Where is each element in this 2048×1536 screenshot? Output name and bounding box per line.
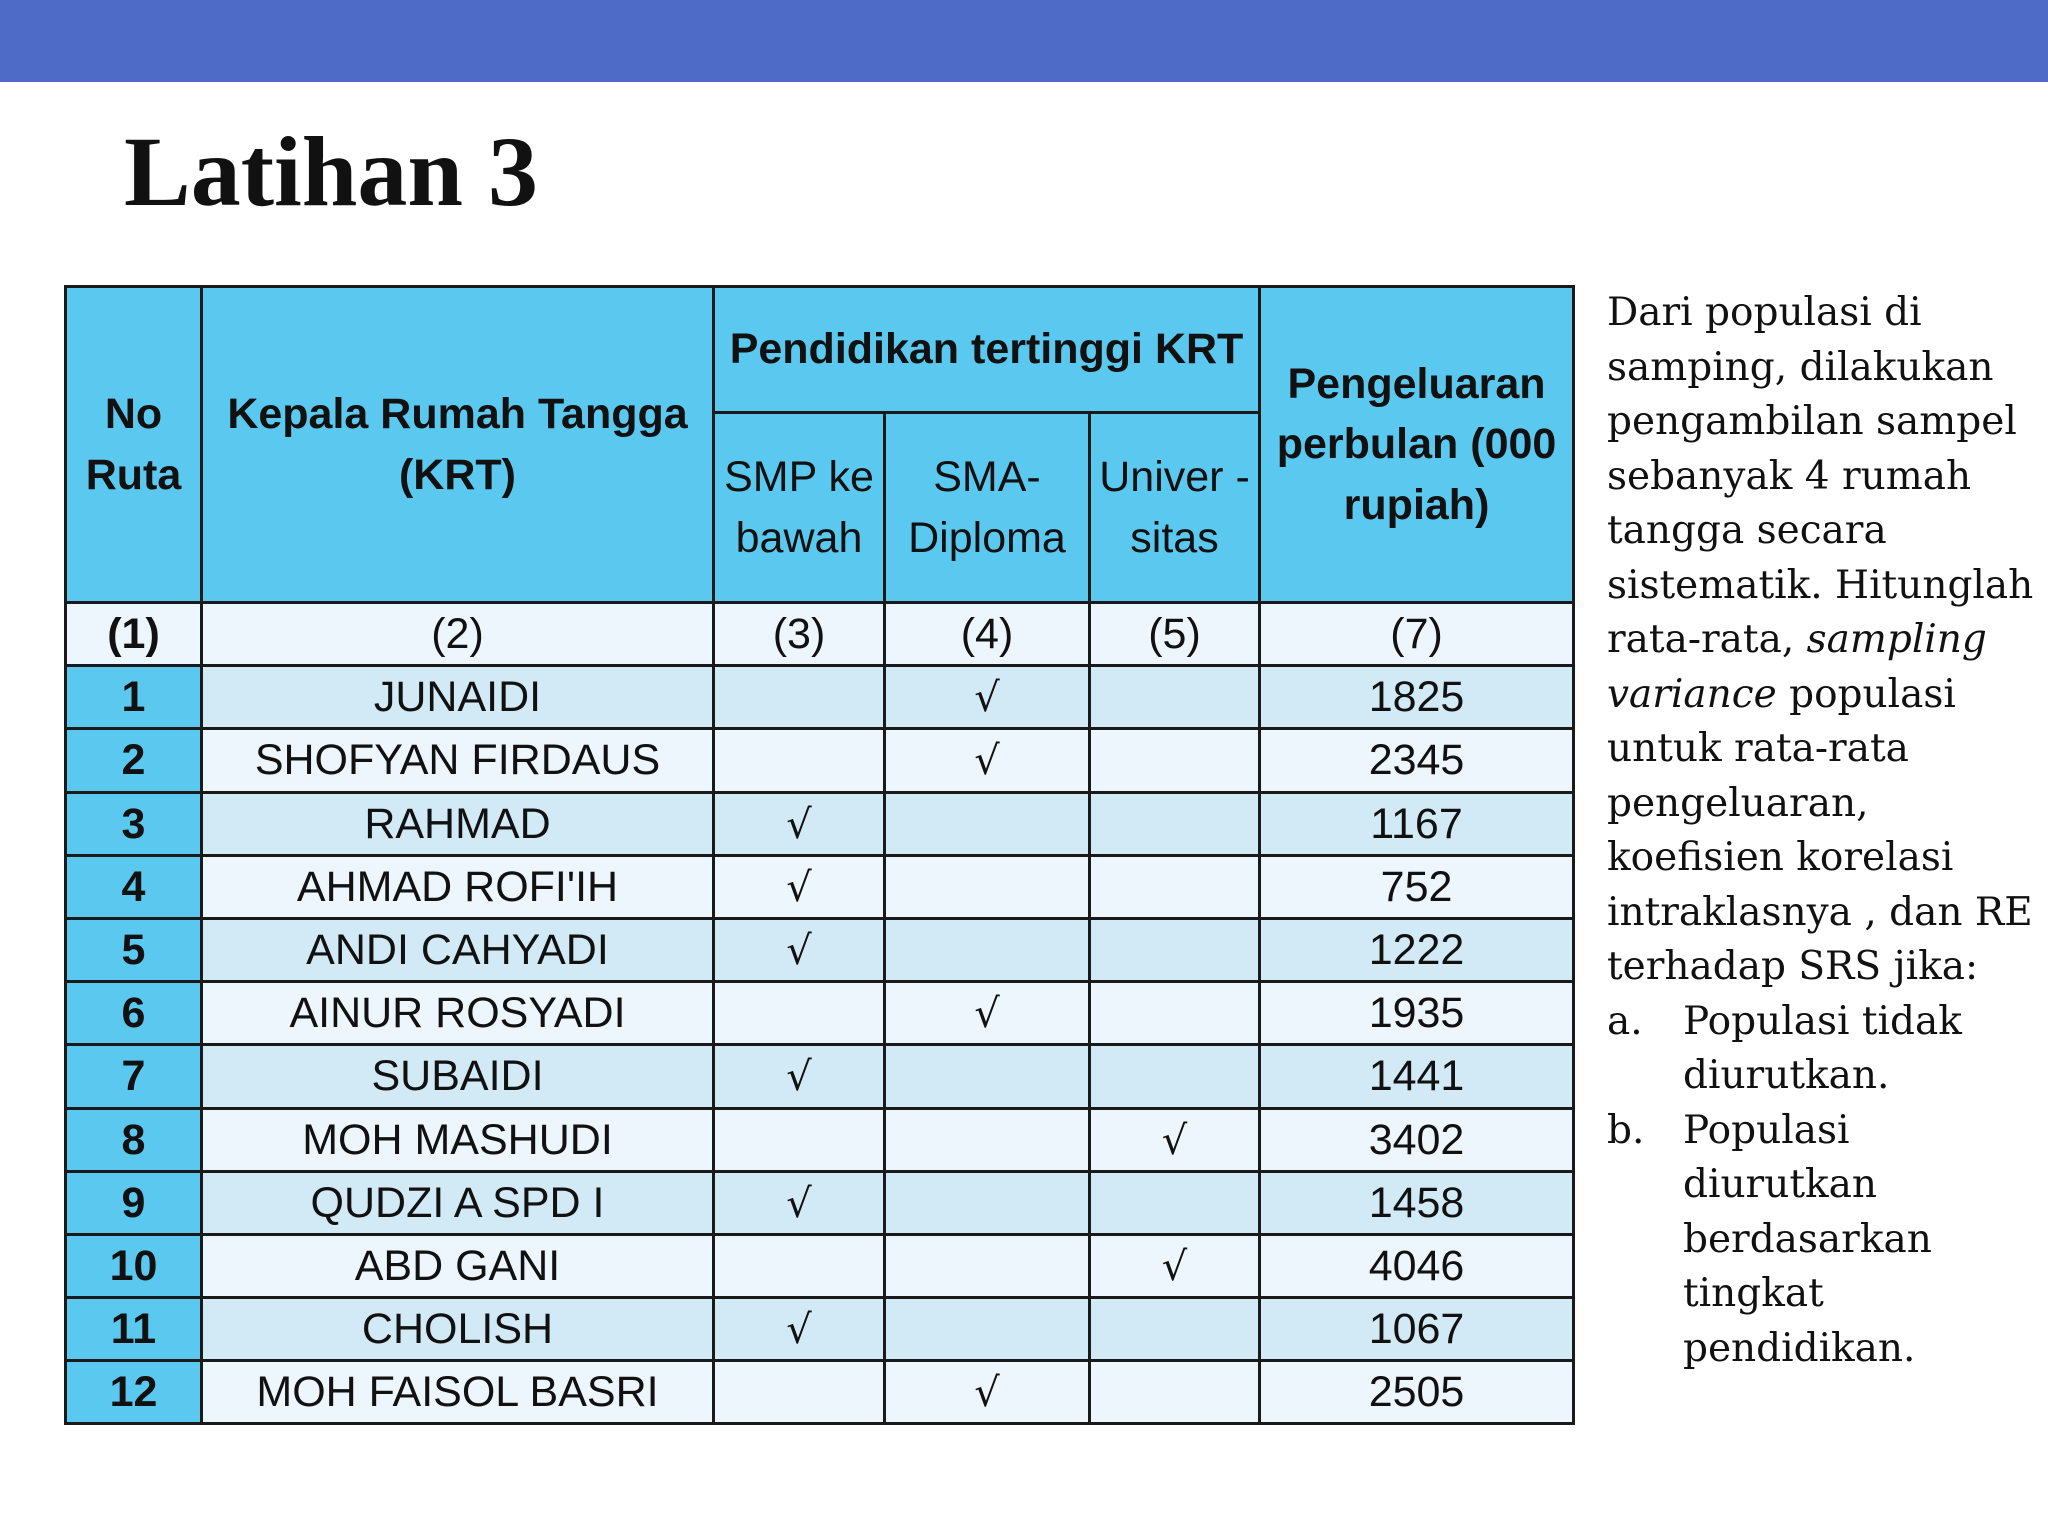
univ-cell — [1090, 1045, 1260, 1108]
check-mark: √ — [974, 1370, 1000, 1417]
krt-name: QUDZI A SPD I — [202, 1171, 714, 1234]
check-mark: √ — [786, 801, 812, 848]
expenditure: 1935 — [1260, 982, 1574, 1045]
expenditure: 752 — [1260, 855, 1574, 918]
table-row — [66, 855, 1574, 918]
krt-name: JUNAIDI — [202, 666, 714, 729]
expenditure: 1441 — [1260, 1045, 1574, 1108]
krt-name: MOH MASHUDI — [202, 1108, 714, 1171]
expenditure: 2505 — [1260, 1361, 1574, 1424]
sma-cell — [885, 1361, 1090, 1424]
smp-cell — [714, 1298, 885, 1361]
list-item — [1607, 1104, 2037, 1377]
krt-name: CHOLISH — [202, 1298, 714, 1361]
table-row — [66, 729, 1574, 792]
list-marker: b. — [1607, 1107, 1645, 1153]
header-no-ruta: No Ruta — [66, 287, 202, 603]
krt-name: AINUR ROSYADI — [202, 982, 714, 1045]
sma-cell — [885, 982, 1090, 1045]
expenditure: 1067 — [1260, 1298, 1574, 1361]
table-row — [66, 666, 1574, 729]
table-row — [66, 1171, 1574, 1234]
header-bar — [0, 0, 2048, 82]
expenditure: 4046 — [1260, 1234, 1574, 1297]
column-number: (1) — [66, 603, 202, 666]
row-number: 2 — [66, 729, 202, 792]
krt-name: ABD GANI — [202, 1234, 714, 1297]
row-number: 4 — [66, 855, 202, 918]
krt-name: AHMAD ROFI'IH — [202, 855, 714, 918]
sma-cell — [885, 855, 1090, 918]
list-text: Populasi tidak diurutkan. — [1683, 998, 1962, 1098]
sma-cell — [885, 666, 1090, 729]
list-text: Populasi diurutkan berdasarkan tingkat pendidikan. — [1683, 1107, 1932, 1371]
header-sma: SMA-Diploma — [885, 413, 1090, 603]
row-number: 8 — [66, 1108, 202, 1171]
krt-name: ANDI CAHYADI — [202, 918, 714, 981]
smp-cell — [714, 792, 885, 855]
sma-cell — [885, 1298, 1090, 1361]
expenditure: 3402 — [1260, 1108, 1574, 1171]
check-mark: √ — [786, 927, 812, 974]
univ-cell — [1090, 1171, 1260, 1234]
sma-cell — [885, 1171, 1090, 1234]
row-number: 12 — [66, 1361, 202, 1424]
row-number: 1 — [66, 666, 202, 729]
krt-name: RAHMAD — [202, 792, 714, 855]
smp-cell — [714, 1045, 885, 1108]
row-number: 10 — [66, 1234, 202, 1297]
row-number: 5 — [66, 918, 202, 981]
list-item — [1607, 995, 2037, 1104]
expenditure: 2345 — [1260, 729, 1574, 792]
sma-cell — [885, 729, 1090, 792]
instructions — [1607, 286, 2037, 1376]
header-pengeluaran: Pengeluaran perbulan (000 rupiah) — [1260, 287, 1574, 603]
check-mark: √ — [786, 1180, 812, 1227]
table-row — [66, 1234, 1574, 1297]
univ-cell — [1090, 855, 1260, 918]
table-row — [66, 1108, 1574, 1171]
expenditure: 1825 — [1260, 666, 1574, 729]
table-row — [66, 918, 1574, 981]
column-number: (2) — [202, 603, 714, 666]
check-mark: √ — [1161, 1117, 1188, 1164]
univ-cell — [1090, 729, 1260, 792]
check-mark: √ — [1161, 1243, 1188, 1290]
krt-name: MOH FAISOL BASRI — [202, 1361, 714, 1424]
univ-cell — [1090, 792, 1260, 855]
krt-name: SUBAIDI — [202, 1045, 714, 1108]
univ-cell — [1090, 1361, 1260, 1424]
column-number-row — [66, 603, 1574, 666]
household-table — [64, 285, 1575, 1425]
smp-cell — [714, 918, 885, 981]
instructions-rest: populasi untuk rata-rata pengeluaran, koefisien korelasi intraklasnya , dan RE terhadap SRS jika: — [1607, 671, 2033, 989]
smp-cell — [714, 1361, 885, 1424]
smp-cell — [714, 729, 885, 792]
header-pendidikan: Pendidikan tertinggi KRT — [714, 287, 1260, 413]
smp-cell — [714, 1108, 885, 1171]
check-mark: √ — [974, 738, 1000, 785]
expenditure: 1222 — [1260, 918, 1574, 981]
instructions-italic-term: sampling variance — [1607, 617, 1987, 717]
smp-cell — [714, 1171, 885, 1234]
krt-name: SHOFYAN FIRDAUS — [202, 729, 714, 792]
check-mark: √ — [786, 864, 812, 911]
row-number: 3 — [66, 792, 202, 855]
row-number: 6 — [66, 982, 202, 1045]
list-marker: a. — [1607, 998, 1643, 1044]
slide-title: Latihan 3 — [124, 116, 539, 227]
expenditure: 1167 — [1260, 792, 1574, 855]
smp-cell — [714, 666, 885, 729]
univ-cell — [1090, 982, 1260, 1045]
univ-cell — [1090, 1298, 1260, 1361]
table-row — [66, 1298, 1574, 1361]
header-krt: Kepala Rumah Tangga (KRT) — [202, 287, 714, 603]
row-number: 11 — [66, 1298, 202, 1361]
sma-cell — [885, 1045, 1090, 1108]
sma-cell — [885, 792, 1090, 855]
sma-cell — [885, 1234, 1090, 1297]
row-number: 9 — [66, 1171, 202, 1234]
table-row — [66, 1361, 1574, 1424]
univ-cell — [1090, 666, 1260, 729]
check-mark: √ — [786, 1307, 812, 1354]
column-number: (3) — [714, 603, 885, 666]
expenditure: 1458 — [1260, 1171, 1574, 1234]
header-smp: SMP ke bawah — [714, 413, 885, 603]
sma-cell — [885, 918, 1090, 981]
univ-cell — [1090, 918, 1260, 981]
smp-cell — [714, 855, 885, 918]
check-mark: √ — [786, 1054, 812, 1101]
check-mark: √ — [974, 991, 1000, 1038]
column-number: (5) — [1090, 603, 1260, 666]
sma-cell — [885, 1108, 1090, 1171]
smp-cell — [714, 1234, 885, 1297]
univ-cell — [1090, 1234, 1260, 1297]
column-number: (4) — [885, 603, 1090, 666]
header-univ: Univer -sitas — [1090, 413, 1260, 603]
smp-cell — [714, 982, 885, 1045]
row-number: 7 — [66, 1045, 202, 1108]
univ-cell — [1090, 1108, 1260, 1171]
table-row — [66, 1045, 1574, 1108]
table-row — [66, 792, 1574, 855]
instructions-intro: Dari populasi di samping, dilakukan pengambilan sampel sebanyak 4 rumah tangga secara sistematik. Hitunglah rata-rata, — [1607, 290, 2034, 662]
column-number: (7) — [1260, 603, 1574, 666]
check-mark: √ — [974, 675, 1000, 722]
table-row — [66, 982, 1574, 1045]
